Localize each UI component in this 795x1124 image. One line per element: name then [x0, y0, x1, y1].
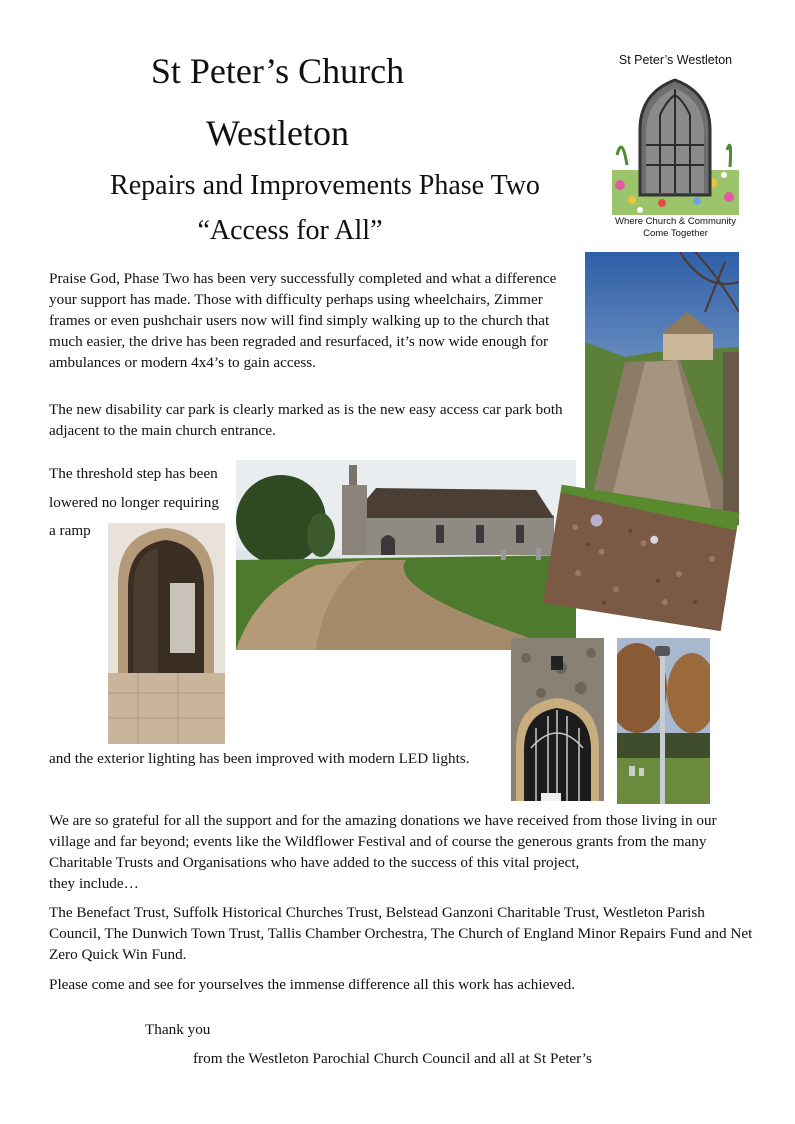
logo-name: St Peter’s Westleton	[618, 53, 733, 67]
threshold-text-2: lowered no longer requiring	[49, 494, 219, 511]
church-logo	[603, 50, 748, 245]
signoff-text: from the Westleton Parochial Church Council and all at St Peter’s	[193, 1050, 592, 1067]
page-title-place: Westleton	[205, 113, 350, 153]
page-title: St Peter’s Church	[150, 51, 405, 91]
threshold-text-3: a ramp	[49, 522, 91, 539]
car-park-paragraph: The new disability car park is clearly marked as is the new easy access car park both adjacent to the main church entrance.	[49, 401, 563, 439]
grateful-paragraph	[49, 810, 749, 894]
doorway-photo	[108, 523, 225, 744]
grateful-text: We are so grateful for all the support and for the amazing donations we have received from those living in our village and far beyond; events like the Wildflower Festival and of course the generous grants from the many Charitable Trusts and Organisations who have added to the success of this vital project,	[49, 812, 717, 871]
path-photo	[585, 252, 739, 525]
church-photo	[236, 460, 576, 650]
grateful-text-end: they include…	[49, 875, 139, 892]
trusts-paragraph: The Benefact Trust, Suffolk Historical Churches Trust, Belstead Ganzoni Charitable Trust, Westleton Parish Council, The Dunwich Town Trust, Tallis Chamber Orchestra, The Church of England Minor Repairs Fund and Net Zero Quick Win Fund.	[49, 904, 753, 963]
thanks-text: Thank you	[145, 1021, 211, 1038]
lamp-photo	[617, 638, 710, 804]
church-window-icon	[612, 75, 739, 215]
window-photo	[511, 638, 604, 801]
invite-text: Please come and see for yourselves the immense difference all this work has achieved.	[49, 976, 576, 993]
page-tagline: “Access for All”	[197, 215, 383, 246]
page-subtitle: Repairs and Improvements Phase Two	[110, 170, 540, 201]
intro-paragraph: Praise God, Phase Two has been very successfully completed and what a difference your support has made. Those with difficulty perhaps using wheelchairs, Zimmer frames or even pushchair users now will find simply walking up to the church that much easier, the drive has been regraded and resurfaced, it’s now wide enough for ambulances or modern 4x4’s to gain access.	[49, 270, 557, 371]
lighting-text: and the exterior lighting has been improved with modern LED lights.	[49, 750, 470, 767]
logo-motto: Where Church & Community Come Together	[615, 216, 736, 239]
threshold-text-1: The threshold step has been	[49, 465, 218, 482]
